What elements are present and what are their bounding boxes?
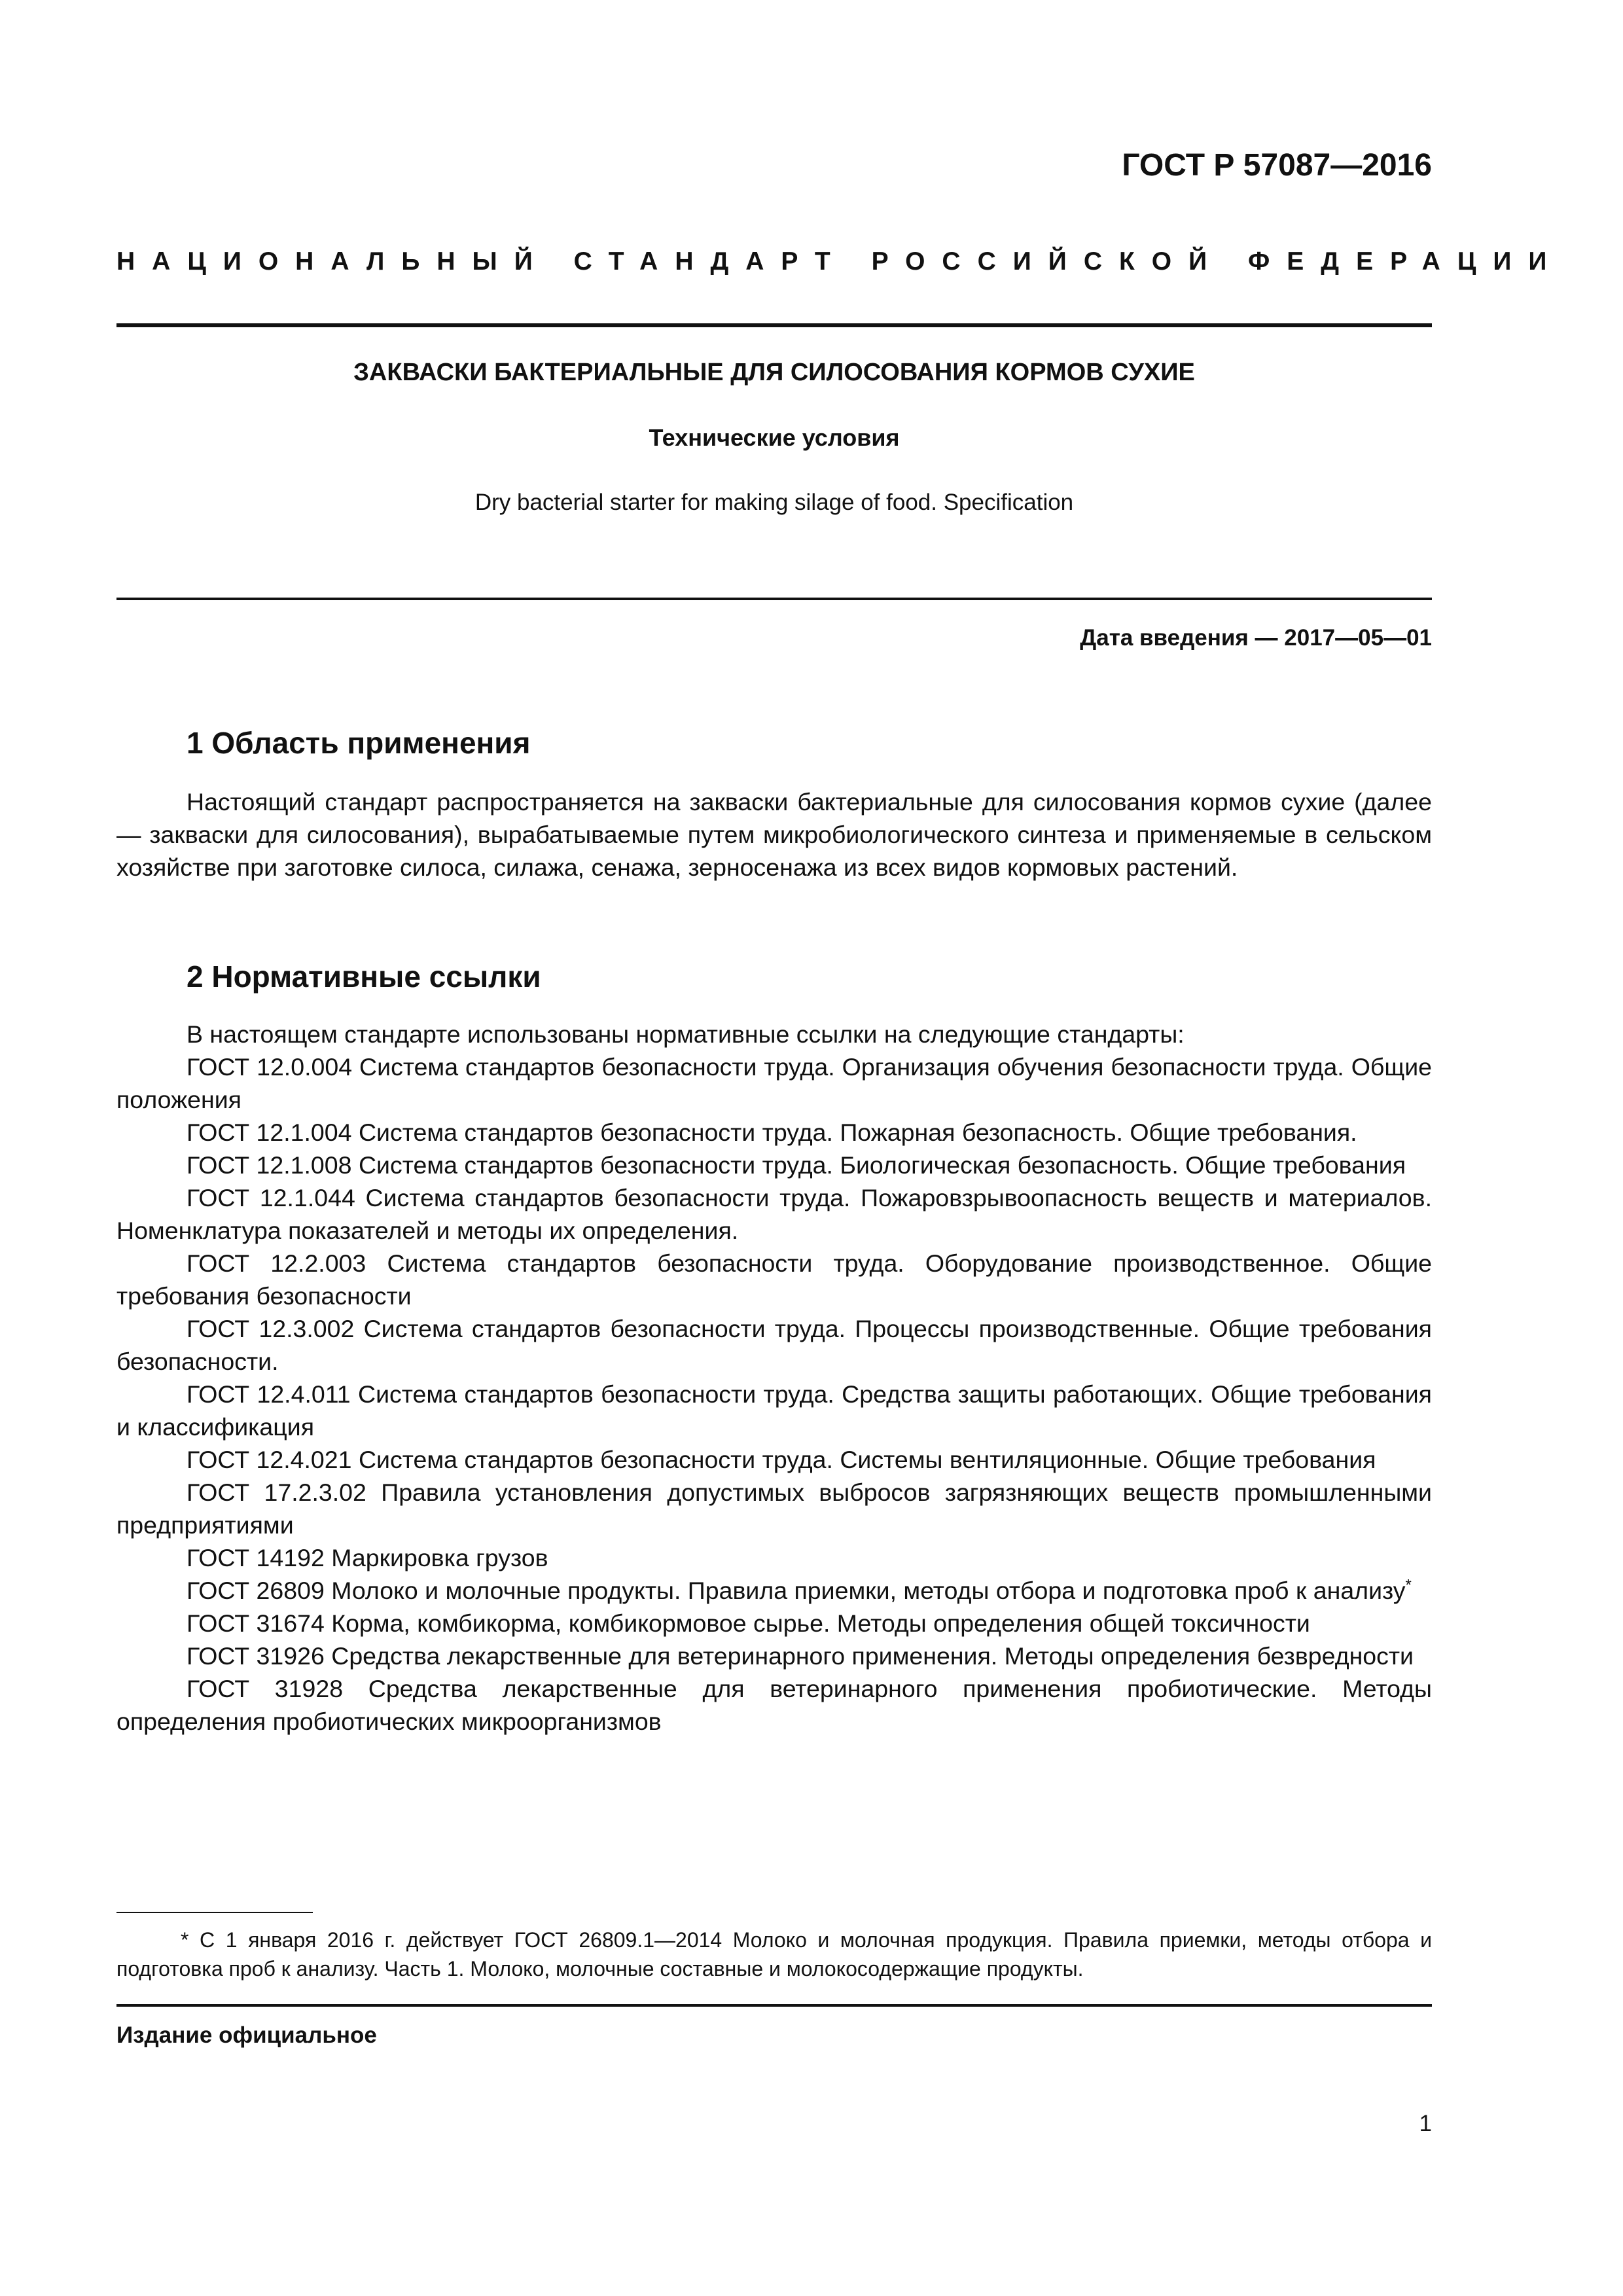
reference-code: ГОСТ 12.1.044 (187, 1184, 355, 1211)
reference-item (116, 1312, 1432, 1378)
header-rule (116, 323, 1432, 327)
title-rule (116, 598, 1432, 600)
reference-list (116, 1050, 1432, 1738)
reference-item (116, 1181, 1432, 1247)
reference-code: ГОСТ 31674 (187, 1609, 325, 1637)
reference-title: Средства лекарственные для ветеринарного применения пробиотические. Методы определения пробиотических микроорганизмов (116, 1675, 1432, 1735)
reference-title: Средства лекарственные для ветеринарного применения. Методы определения безвредности (331, 1642, 1414, 1670)
reference-item (116, 1247, 1432, 1312)
reference-title: Молоко и молочные продукты. Правила приемки, методы отбора и подготовка проб к анализу (331, 1577, 1406, 1604)
reference-title: Система стандартов безопасности труда. Процессы производственные. Общие требования безопасности. (116, 1315, 1432, 1375)
reference-code: ГОСТ 26809 (187, 1577, 325, 1604)
section-2-body (116, 1018, 1432, 1738)
reference-item (116, 1378, 1432, 1443)
reference-code: ГОСТ 12.1.008 (187, 1151, 352, 1179)
reference-title: Система стандартов безопасности труда. Пожаровзрывоопасность веществ и материалов. Номенклатура показателей и методы их определения. (116, 1184, 1432, 1244)
reference-item (116, 1607, 1432, 1640)
section-1-heading: 1 Область применения (187, 726, 531, 760)
reference-code: ГОСТ 12.4.021 (187, 1446, 352, 1473)
section-2-heading: 2 Нормативные ссылки (187, 960, 541, 994)
edition-label: Издание официальное (116, 2022, 377, 2048)
footnote-separator (116, 1912, 313, 1913)
national-standard-banner: НАЦИОНАЛЬНЫЙ СТАНДАРТ РОССИЙСКОЙ ФЕДЕРАЦИИ (116, 247, 1564, 276)
page-number: 1 (1419, 2111, 1432, 2136)
reference-item (116, 1149, 1432, 1181)
reference-title: Система стандартов безопасности труда. Организация обучения безопасности труда. Общие положения (116, 1053, 1432, 1113)
footnote-marker: * (1405, 1576, 1412, 1594)
reference-title: Система стандартов безопасности труда. Средства защиты работающих. Общие требования и классификация (116, 1380, 1432, 1441)
introduction-date: Дата введения — 2017—05—01 (1080, 625, 1432, 651)
reference-item (116, 1541, 1432, 1574)
footer-rule (116, 2004, 1432, 2007)
section-1-body (116, 785, 1432, 884)
reference-code: ГОСТ 31928 (187, 1675, 344, 1702)
reference-code: ГОСТ 12.3.002 (187, 1315, 355, 1342)
reference-item (116, 1672, 1432, 1738)
reference-title: Корма, комбикорма, комбикормовое сырье. Методы определения общей токсичности (331, 1609, 1310, 1637)
reference-code: ГОСТ 12.2.003 (187, 1249, 366, 1277)
reference-item (116, 1050, 1432, 1116)
reference-title: Маркировка грузов (331, 1544, 548, 1571)
section-2-intro: В настоящем стандарте использованы нормативные ссылки на следующие стандарты: (187, 1020, 1185, 1048)
reference-code: ГОСТ 31926 (187, 1642, 325, 1670)
section-1-paragraph: Настоящий стандарт распространяется на закваски бактериальные для силосования кормов сухие (далее — закваски для силосования), вырабатываемые путем микробиологического синтеза и применяемые в сельском хозяйстве при заготовке силоса, силажа, сенажа, зерносенажа из всех видов кормовых растений. (116, 788, 1432, 881)
doc-number: ГОСТ Р 57087—2016 (1122, 148, 1432, 183)
reference-code: ГОСТ 14192 (187, 1544, 325, 1571)
reference-item (116, 1574, 1432, 1607)
reference-item (116, 1476, 1432, 1541)
reference-title: Система стандартов безопасности труда. Пожарная безопасность. Общие требования. (358, 1119, 1357, 1146)
reference-code: ГОСТ 12.0.004 (187, 1053, 353, 1081)
reference-code: ГОСТ 12.1.004 (187, 1119, 352, 1146)
reference-title: Система стандартов безопасности труда. Биологическая безопасность. Общие требования (358, 1151, 1406, 1179)
document-title: ЗАКВАСКИ БАКТЕРИАЛЬНЫЕ ДЛЯ СИЛОСОВАНИЯ КОРМОВ СУХИЕ (353, 359, 1195, 386)
reference-code: ГОСТ 17.2.3.02 (187, 1479, 366, 1506)
reference-item (116, 1443, 1432, 1476)
reference-title: Система стандартов безопасности труда. Системы вентиляционные. Общие требования (358, 1446, 1376, 1473)
reference-code: ГОСТ 12.4.011 (187, 1380, 351, 1408)
reference-title: Система стандартов безопасности труда. Оборудование производственное. Общие требования безопасности (116, 1249, 1432, 1310)
document-subtitle: Технические условия (649, 424, 900, 451)
reference-item (116, 1116, 1432, 1149)
reference-title: Правила установления допустимых выбросов загрязняющих веществ промышленными предприятиями (116, 1479, 1433, 1539)
reference-item (116, 1640, 1432, 1672)
footnote-text: * С 1 января 2016 г. действует ГОСТ 26809.1—2014 Молоко и молочная продукция. Правила приемки, методы отбора и подготовка проб к анализу. Часть 1. Молоко, молочные составные и молокосодержащие продукты. (116, 1928, 1432, 1981)
english-title: Dry bacterial starter for making silage of food. Specification (474, 490, 1074, 515)
